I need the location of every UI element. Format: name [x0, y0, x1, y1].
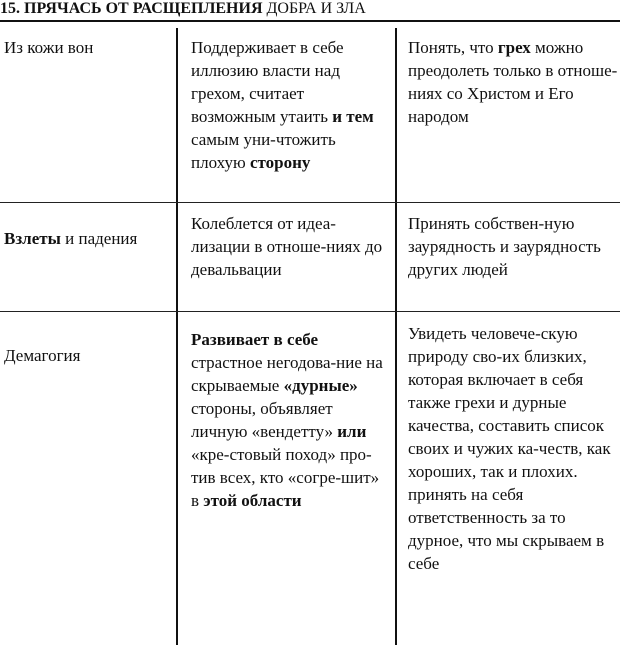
text-segment: Поддерживает в себе иллюзию власти над грехом, считает возможным утаить: [191, 38, 344, 126]
text-segment: и падения: [60, 229, 138, 248]
header-bold-part: 15. ПРЯЧАСЬ ОТ РАСЩЕПЛЕНИЯ: [0, 0, 263, 17]
text-segment: Принять собствен-ную заурядность и заурядность других людей: [408, 214, 601, 279]
row-1-col-2: [191, 36, 386, 174]
column-divider-2: [395, 28, 397, 645]
row-3-col-2: [191, 328, 386, 512]
text-segment: стороны, объявляет личную «вендетту»: [191, 399, 338, 441]
row-2-col-1: [4, 227, 169, 250]
text-segment-bold: или: [337, 422, 367, 441]
text-segment: Увидеть человече-скую природу сво-их близких, которая включает в себя также грехи и дурные качества, составить список своих и чужих ка-честв, как хороших, так и плохих. принять на себя ответственность за то дурное, что мы скрываем в себе: [408, 324, 611, 573]
header-rule: [0, 20, 620, 22]
text-segment: Демагогия: [4, 346, 81, 365]
text-segment: Колеблется от идеа-лизации в отноше-ниях до девальвации: [191, 214, 383, 279]
row-3-col-1: [4, 344, 169, 367]
text-segment: страстное негодова-ние на скрываемые: [191, 353, 383, 395]
row-1-col-3: [408, 36, 618, 128]
text-segment: Из кожи вон: [4, 38, 94, 57]
text-segment: можно преодолеть только в отноше-ниях со Христом и Его народом: [408, 38, 618, 126]
text-segment: «кре-стовый поход» про-тив всех, кто «согре-шит» в: [191, 445, 380, 510]
row-3-col-3: [408, 322, 618, 575]
row-2-col-2: [191, 212, 386, 281]
text-segment-bold: этой области: [203, 491, 302, 510]
row-2-col-3: [408, 212, 618, 281]
row-1-col-1: [4, 36, 169, 59]
text-segment-bold: «дурные»: [283, 376, 358, 395]
text-segment: самым уни-чтожить плохую: [191, 130, 336, 172]
page-header: [0, 0, 620, 20]
text-segment-bold: сторону: [249, 153, 311, 172]
text-segment-bold: грех: [497, 38, 531, 57]
text-segment: Понять, что: [408, 38, 498, 57]
column-divider-1: [176, 28, 178, 645]
text-segment-bold: и тем: [332, 107, 374, 126]
row-divider-2: [0, 311, 620, 312]
text-segment-bold: Взлеты: [4, 229, 61, 248]
row-divider-1: [0, 202, 620, 203]
header-normal-part: ДОБРА И ЗЛА: [262, 0, 366, 17]
text-segment-bold: Развивает в себе: [191, 330, 319, 349]
